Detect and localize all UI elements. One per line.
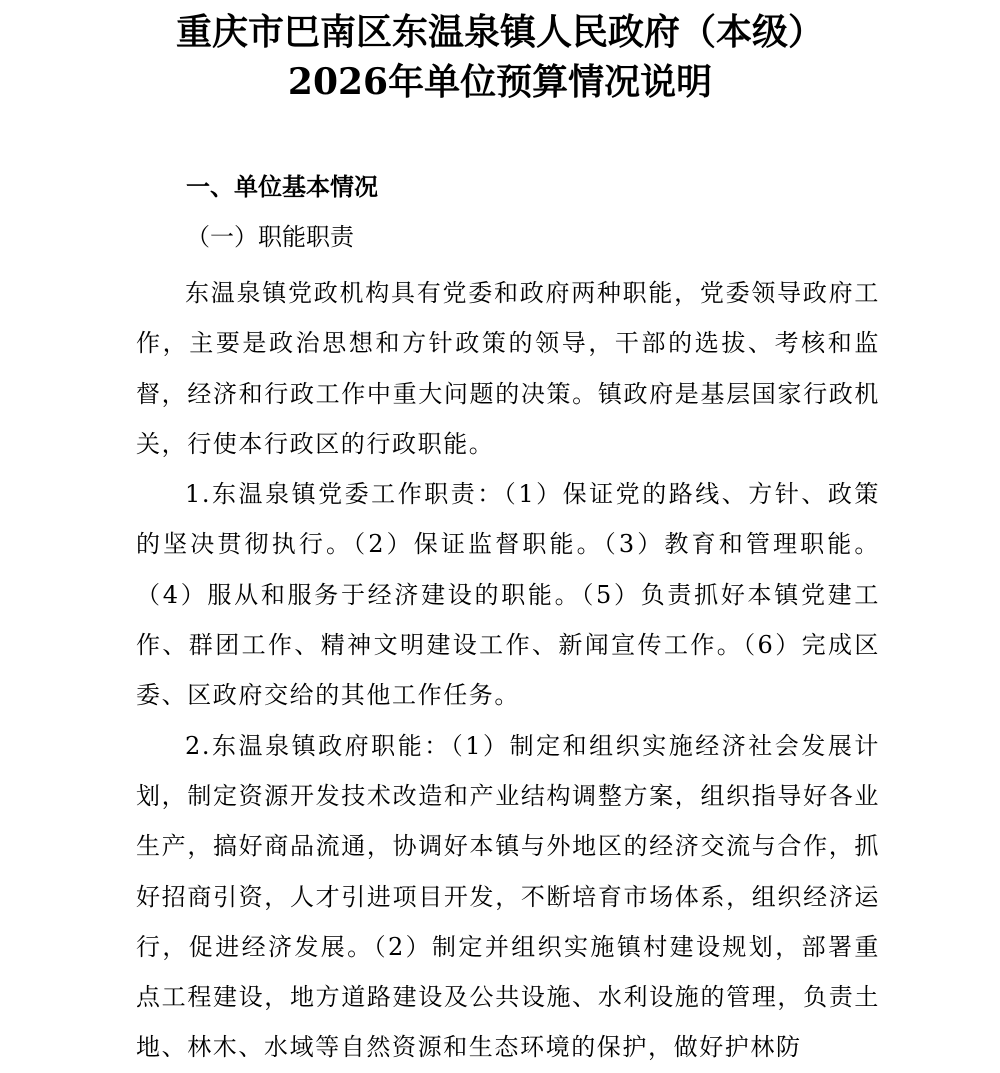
paragraph-overview: 东温泉镇党政机构具有党委和政府两种职能，党委领导政府工作，主要是政治思想和方针政策的领导，干部的选拔、考核和监督，经济和行政工作中重大问题的决策。镇政府是基层国家行政机关，行使本行政区的行政职能。 <box>136 279 880 458</box>
document-title-line-1: 重庆市巴南区东温泉镇人民政府（本级） <box>175 11 824 53</box>
paragraph-government-functions: 2.东温泉镇政府职能：（1）制定和组织实施经济社会发展计划，制定资源开发技术改造和产业结构调整方案，组织指导好各业生产，搞好商品流通，协调好本镇与外地区的经济交流与合作，抓好招商引资，人才引进项目开发，不断培育市场体系，组织经济运行，促进经济发展。（2）制定并组织实施镇村建设规划，部署重点工程建设，地方道路建设及公共设施、水利设施的管理，负责土地、林木、水域等自然资源和生态环境的保护，做好护林防 <box>136 731 880 1062</box>
document-title-line-2: 2026年单位预算情况说明 <box>287 61 713 103</box>
section-heading-basic-info: 一、单位基本情况 <box>186 172 378 201</box>
subsection-heading-functions: （一）职能职责 <box>186 223 354 251</box>
paragraph-party-committee-duties: 1.东温泉镇党委工作职责：（1）保证党的路线、方针、政策的坚决贯彻执行。（2）保证监督职能。（3）教育和管理职能。（4）服从和服务于经济建设的职能。（5）负责抓好本镇党建工作、群团工作、精神文明建设工作、新闻宣传工作。（6）完成区委、区政府交给的其他工作任务。 <box>136 480 880 710</box>
document-body <box>136 268 880 1073</box>
